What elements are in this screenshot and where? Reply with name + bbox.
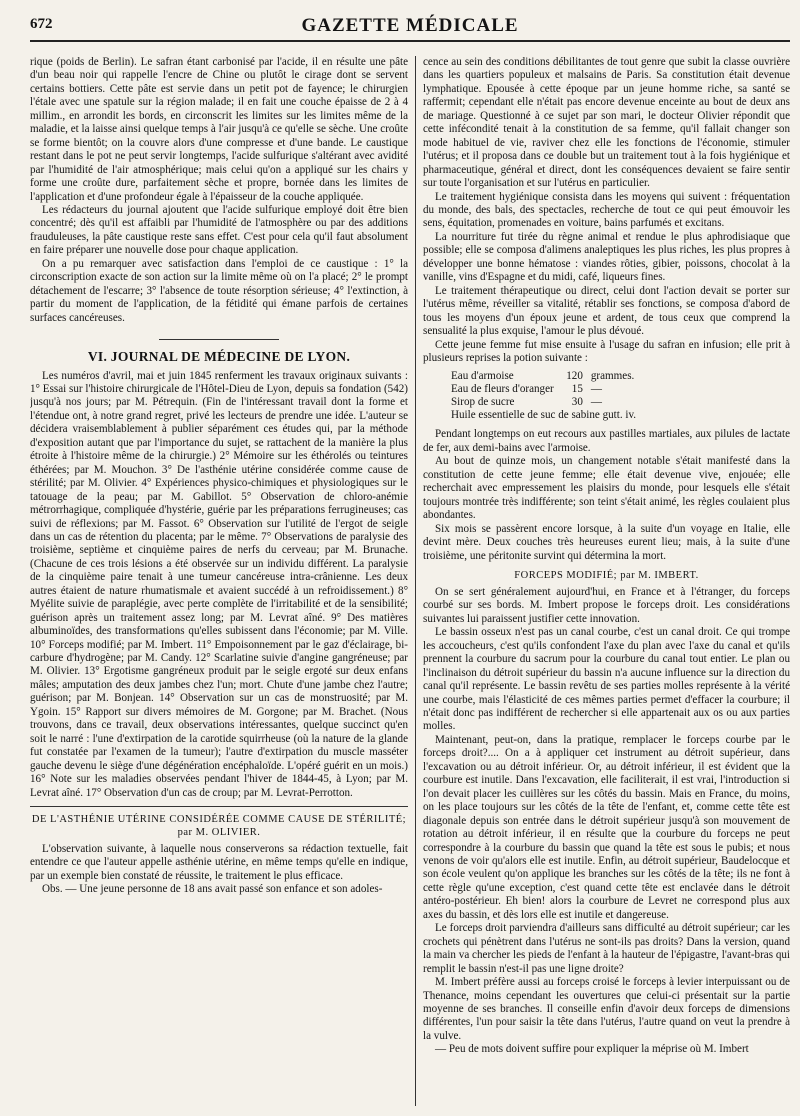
prescription-table <box>447 370 640 422</box>
prescription-unit: — <box>590 383 602 396</box>
prescription-qty: 120 <box>566 370 583 383</box>
prescription-unit: grammes. <box>590 370 635 383</box>
paragraph: M. Imbert préfère aussi au forceps croisé le forceps à levier interpuissant ou de Thenance, moins cependant les ouvertures que celui-ci présentait sur la partie moyenne de ses branches. Il conseille enfin d'avoir deux forceps de dimensions différentes, l'un pour saisir la tête dans l'utérus, l'autre quand on veut la prendre à la vulve. <box>423 976 790 1042</box>
left-column <box>30 56 408 1110</box>
columns <box>30 56 790 1110</box>
right-column <box>423 56 790 1110</box>
paragraph: Le traitement thérapeutique ou direct, celui dont l'action devait se porter sur l'utérus même, réveiller sa vitalité, rétablir ses fonctions, se composa d'abord de tous les moyens d'un époux jeune et ardent, de tous ceux que comprend la sensualité la plus exquise, l'amour le plus dévoué. <box>423 284 790 338</box>
page-number: 672 <box>30 16 53 32</box>
paragraph: Au bout de quinze mois, un changement notable s'était manifesté dans la constitution de cette jeune femme; elle était devenue vive, enjouée; elle recherchait avec empressement les plaisirs du monde, pour lesquels elle s'était toujours montrée très indifférente; son teint s'était animé, les règles coulaient plus abondantes. <box>423 455 790 522</box>
paragraph: Le bassin osseux n'est pas un canal courbe, c'est un canal droit. Ce qui trompe les accoucheurs, c'est qu'ils confondent l'axe du plan avec l'axe du canal et qu'ils prennent la courbure du sacrum pour la courbure du canal tout entier. Le plan ou l'inclinaison du détroit supérieur du bassin n'a aucune influence sur la direction du canal qu'il représente. Le bassin revêtu de ses parties molles représente à la vérité une courbe, mais l'élasticité de ces mêmes parties permet d'effacer la courbure; il n'était donc pas indifférent de rechercher si elle appartenait aux os ou aux parties molles. <box>423 626 790 733</box>
paragraph: — Peu de mots doivent suffire pour expliquer la méprise où M. Imbert <box>435 1043 749 1056</box>
section-divider <box>30 806 408 807</box>
paragraph: cence au sein des conditions débilitantes de tout genre que subit la classe ouvrière dans les quartiers populeux et malsains de Paris. Sa constitution était devenue lymphatique. Epousée à cette époque par un jeune homme riche, sa santé se raffermit; cependant elle n'était pas encore devenue enceinte au bout de deux ans de mariage. Questionné à ce sujet par son mari, le docteur Olivier répondit que cette infécondité tenait à la constitution de sa femme, qu'il fallait changer son mode habituel de vie, raviver chez elle les fonctions de l'économie, stimuler l'utérus; et il proposa dans ce double but un traitement tout à la fois hygiénique et pharmaceutique, général et direct, dont les conséquences devaient se faire sentir sur toute l'organisation et sur l'utérus en particulier. <box>423 56 790 190</box>
prescription-qty: 30 <box>571 396 583 409</box>
subsection-title: FORCEPS MODIFIÉ; par M. IMBERT. <box>514 569 699 581</box>
prescription-row <box>447 383 640 396</box>
journal-title: GAZETTE MÉDICALE <box>301 15 519 36</box>
section-title: VI. JOURNAL DE MÉDECINE DE LYON. <box>87 349 351 365</box>
prescription-row <box>447 370 640 383</box>
prescription-row <box>447 409 640 422</box>
paragraph: Le traitement hygiénique consista dans les moyens qui suivent : fréquentation du monde, des bals, des spectacles, recherche de tout ce qui peut émouvoir les sens, équitation, promenades en voiture, bains parfumés et excitans. <box>423 190 790 230</box>
page-header <box>30 14 790 42</box>
prescription-item: Sirop de sucre <box>451 396 515 409</box>
paragraph: On se sert généralement aujourd'hui, en France et à l'étranger, du forceps courbé sur ses bords. M. Imbert propose le forceps droit. Les considérations suivantes lui paraissent justifier cette innovation. <box>423 585 790 625</box>
paragraph: La nourriture fut tirée du règne animal et rendue le plus aphrodisiaque que possible; elle se composa d'alimens analeptiques les plus riches, les plus propres à développer une bonne hématose : viandes rôties, gibier, poissons, chocolat à la vanille, vins d'Espagne et du midi, café, liqueurs fines. <box>423 230 790 284</box>
paragraph: Six mois se passèrent encore lorsque, à la suite d'un voyage en Italie, elle devint mère. Deux couches très heureuses eurent lieu; mais, à la suite d'une troisième, une péritonite survint qui détermina la mort. <box>423 522 790 562</box>
prescription-row <box>447 396 640 409</box>
paragraph: On a pu remarquer avec satisfaction dans l'emploi de ce caustique : 1° la circonscription exacte de son action sur la limite même où on l'a placé; 2° le prompt détachement de l'escarre; 3° l'absence de toute résorption sérieuse; 4° l'extinction, à partir du moment de l'application, de la fétidité qui émane parfois de certaines surfaces cancéreuses. <box>30 257 408 324</box>
paragraph: Pendant longtemps on eut recours aux pastilles martiales, aux pilules de lactate de fer, aux demi-bains avec l'armoise. <box>423 428 790 454</box>
prescription-item: Eau de fleurs d'oranger <box>451 383 554 396</box>
paragraph: Obs. — Une jeune personne de 18 ans avait passé son enfance et son adoles- <box>42 883 383 896</box>
paragraph: Cette jeune femme fut mise ensuite à l'usage du safran en infusion; elle prit à plusieurs reprises la potion suivante : <box>423 338 790 364</box>
prescription-unit: — <box>590 396 602 409</box>
paragraph: Les numéros d'avril, mai et juin 1845 renferment les travaux originaux suivants : 1° Essai sur l'histoire chirurgicale de l'Hôtel-Dieu de Lyon, depuis sa fondation (542) jusqu'à nos jours; par M. Pétrequin. (Fin de l'intéressant travail dont la forme et l'étendue ont, à notre grand regret, privé les lecteurs de prendre une idée. L'auteur se décidera vraisemblablement à publier séparément ces études qui, par la méthode d'exposition autant que par l'importance du sujet, se rattachent de la manière la plus étroite à l'histoire même de la chirurgie.) 2° Mémoire sur les éthérolés ou teintures éthérées; par M. Mouchon. 3° De l'asthénie utérine considérée comme cause de stérilité; par M. Olivier. 4° Expériences physico-chimiques et physiologiques sur le tatouage de la peau; par M. Gabillot. 5° Observation de chloro-anémie métrorrhagique, compliquée d'hystérie, guérie par les préparations ferrugineuses; cas suivi de réflexions; par M. Fassot. 6° Observation sur l'utilité de l'ergot de seigle dans un cas de rétention du placenta; par le même. 7° Observations de paralysie des troisième, septième et cinquième paires de nerfs du cerveau; par M. Brunache. (Chacune de ces trois lésions a été observée sur un individu différent. La paralysie de la cinquième paire tenait à une tumeur cancéreuse intra-crânienne. Les deux autres étaient de nature rhumatismale et avaient succédé à un refroidissement.) 8° Myélite suivie de paraplégie, avec perte complète de l'irritabilité et de la sensibilité; guérison après un traitement assez long; par M. Levrat aîné. 9° Des matières albuminoïdes, des transformations qu'elles subissent dans l'économie; par M. Ville. 10° Forceps modifié; par M. Imbert. 11° Empoisonnement par le gaz d'éclairage, bi-carbure d'hydrogène; par M. Candy. 12° Scarlatine suivie d'angine gangréneuse; par M. Olivier. 13° Ergotisme gangréneux produit par le seigle ergoté sur deux enfans mâles; amputation des deux jambes chez l'un; mort. Chute d'une jambe chez l'autre; guérison; par M. Bonjean. 14° Observation sur un cas de monstruosité; par M. Ygoin. 15° Rapport sur divers mémoires de M. Gorgone; par M. Brachet. (Nous trouvons, dans ce travail, deux observations intéressantes, quelque succinct qu'en soit le narré : l'une d'extirpation de la carotide squirrheuse (où la nature de la glande fut constatée par l'examen de la tumeur); l'autre d'extirpation du muscle masséter gauche devenu le siège d'une dégénération encéphaloïde. L'opéré guérit en un mois.) 16° Note sur les maladies observées pendant l'hiver de 1844-45, à Lyon; par M. Levrat aîné. 17° Observation d'un cas de croup; par M. Levrat-Perrotton. <box>30 369 408 799</box>
paragraph: Le forceps droit parviendra d'ailleurs sans difficulté au détroit supérieur; car les crochets qui pénètrent dans l'utérus ne sont-ils pas droits? Dans la version, quand la main va chercher les pieds de l'enfant à la hauteur de l'épigastre, l'avant-bras qui remplit le bassin n'est-il pas une ligne droite? <box>423 922 790 975</box>
paragraph: L'observation suivante, à laquelle nous conserverons sa rédaction textuelle, fait entendre ce que l'auteur appelle asthénie utérine, en même temps qu'elle en indique, par un exemple bien constaté de réussite, le traitement le plus efficace. <box>30 843 408 882</box>
prescription-qty: 15 <box>571 383 583 396</box>
section-divider <box>159 339 279 340</box>
subsection-title: DE L'ASTHÉNIE UTÉRINE CONSIDÉRÉE COMME CAUSE DE STÉRILITÉ; par M. OLIVIER. <box>31 814 407 839</box>
prescription-item: Huile essentielle de suc de sabine gutt. iv. <box>451 409 637 422</box>
paragraph: Maintenant, peut-on, dans la pratique, remplacer le forceps courbe par le forceps droit?.... On a à appliquer cet instrument au détroit supérieur, dans l'excavation ou au détroit inférieur. Or, au détroit inférieur, il est évident que la courbure est inutile. Dans l'excavation, elle faciliterait, il est vrai, l'introduction si l'on devait placer les cuillères sur les côtés du bassin. Mais en France, du moins, on les place toujours sur les côtés de la tête de l'enfant, et, comme cette tête est diagonale depuis son entrée dans le détroit supérieur jusqu'à son mouvement de rotation au détroit inférieur, il en résulte que la courbure du forceps ne peut correspondre à la courbure du bassin que quand la tête est sous le pubis; et nous venons de voir qu'alors elle est inutile. Enfin, au détroit supérieur, Baudelocque et son école veulent qu'on applique les branches sur les côtés de la tête; ils ne font à cette règle qu'une exception, c'est quand cette tête est enclavée dans le détroit antéro-postérieur. Eh bien! alors la courbure de Levret ne correspond plus aux axes du bassin, et dès lors elle est inutile et dangereuse. <box>423 733 790 921</box>
paragraph: Les rédacteurs du journal ajoutent que l'acide sulfurique employé doit être bien concentré; dès qu'il est affaibli par l'humidité de l'atmosphère ou par des additions frauduleuses, la pâte caustique reste sans effet. C'est pour cela qu'il faut absolument en faire préparer une nouvelle dose pour chaque application. <box>30 203 408 257</box>
paragraph: rique (poids de Berlin). Le safran étant carbonisé par l'acide, il en résulte une pâte d'un beau noir qui rappelle l'encre de Chine ou plutôt le cirage dont se servent certains bottiers. Cette pâte est servie dans un petit pot de fayence; le chirurgien l'étale avec une spatule sur la région malade; il en fait une couche épaisse de 2 à 4 millim., en arrondit les bords, en circonscrit les limites sur les limites même de la maladie, et la laisse ainsi quelque temps à l'air jusqu'à ce qu'elle se sèche. Une croûte se forme bientôt; on la couvre alors d'une compresse et d'une bande. Le caustique restant dans le pot ne peut servir longtemps, l'acide sulfurique s'altérant avec avidité par l'humidité de l'air atmosphérique; mais celui qu'on a appliqué sur les chairs y forme une croûte dure, parfaitement sèche et propre, bornée dans les limites de l'application et d'une profondeur égale à l'épaisseur de la couche appliquée. <box>30 56 408 203</box>
prescription-item: Eau d'armoise <box>451 370 514 383</box>
